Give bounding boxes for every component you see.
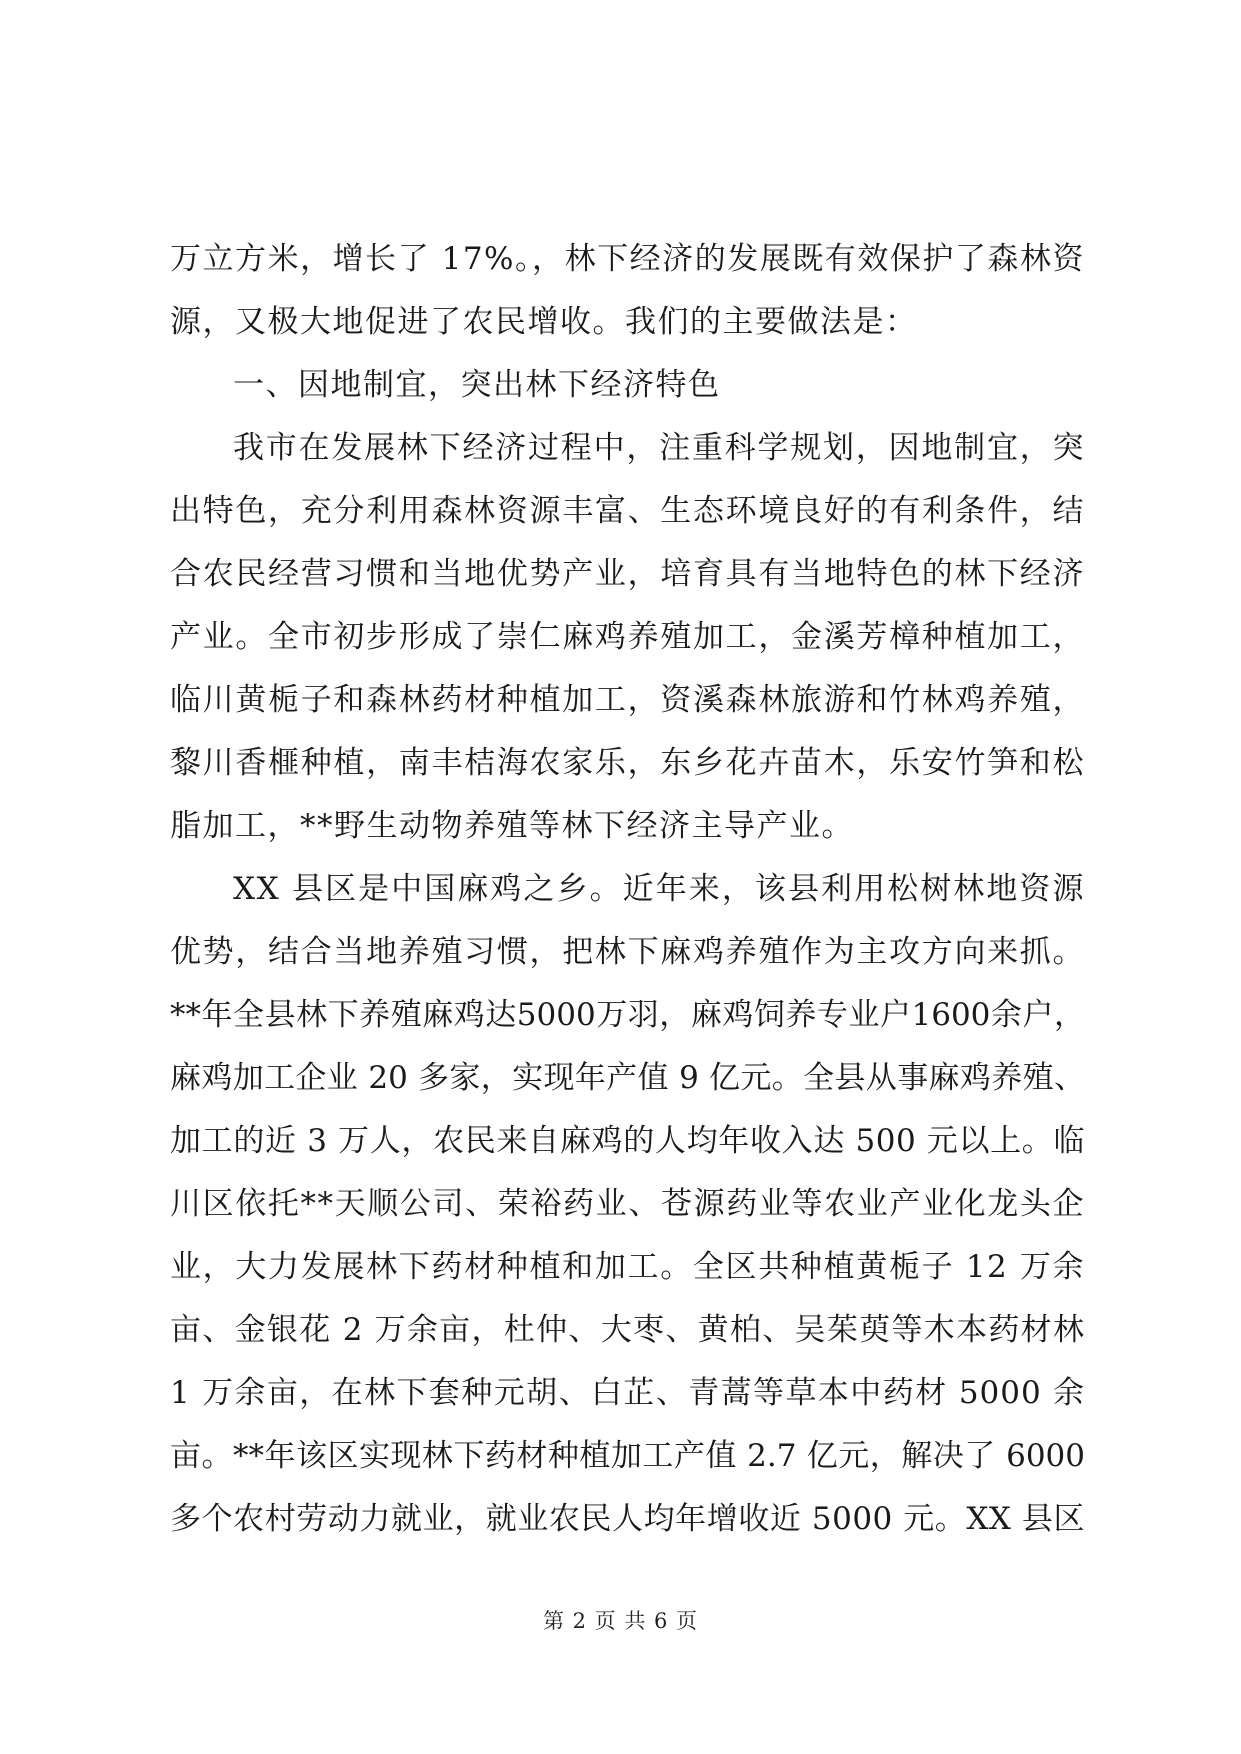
text-line: 亩、金银花 2 万余亩，杜仲、大枣、黄柏、吴茱萸等木本药材林 bbox=[170, 1312, 1085, 1348]
document-body bbox=[170, 228, 1085, 1551]
text-line: 多个农村劳动力就业，就业农民人均年增收近 5000 元。XX 县区 bbox=[170, 1501, 1085, 1537]
text-line: 加工的近 3 万人，农民来自麻鸡的人均年收入达 500 元以上。临 bbox=[170, 1123, 1085, 1159]
text-line: 黎川香榧种植，南丰桔海农家乐，东乡花卉苗木，乐安竹笋和松 bbox=[170, 745, 1085, 781]
text-line: 麻鸡加工企业 20 多家，实现年产值 9 亿元。全县从事麻鸡养殖、 bbox=[170, 1060, 1085, 1096]
text-line: 优势，结合当地养殖习惯，把林下麻鸡养殖作为主攻方向来抓。 bbox=[170, 934, 1085, 970]
text-line: 源，又极大地促进了农民增收。我们的主要做法是： bbox=[170, 304, 918, 340]
text-line: 出特色，充分利用森林资源丰富、生态环境良好的有利条件，结 bbox=[170, 493, 1085, 529]
text-line: 川区依托**天顺公司、荣裕药业、苍源药业等农业产业化龙头企 bbox=[170, 1186, 1085, 1222]
text-line: XX 县区是中国麻鸡之乡。近年来，该县利用松树林地资源 bbox=[233, 871, 1085, 907]
text-line: 1 万余亩，在林下套种元胡、白芷、青蒿等草本中药材 5000 余 bbox=[170, 1375, 1085, 1411]
text-line: **年全县林下养殖麻鸡达5000万羽，麻鸡饲养专业户1600余户， bbox=[170, 997, 1085, 1033]
text-line: 合农民经营习惯和当地优势产业，培育具有当地特色的林下经济 bbox=[170, 556, 1085, 592]
page-footer: 第 2 页 共 6 页 bbox=[542, 1609, 699, 1633]
text-line: 万立方米，增长了 17%。，林下经济的发展既有效保护了森林资 bbox=[170, 241, 1085, 277]
text-line: 临川黄栀子和森林药材种植加工，资溪森林旅游和竹林鸡养殖， bbox=[170, 682, 1085, 718]
text-line: 亩。**年该区实现林下药材种植加工产值 2.7 亿元，解决了 6000 bbox=[170, 1438, 1085, 1474]
text-line: 我市在发展林下经济过程中，注重科学规划，因地制宜，突 bbox=[233, 430, 1085, 466]
section-heading: 一、因地制宜，突出林下经济特色 bbox=[233, 367, 721, 403]
text-line: 业，大力发展林下药材种植和加工。全区共种植黄栀子 12 万余 bbox=[170, 1249, 1085, 1285]
text-line: 产业。全市初步形成了崇仁麻鸡养殖加工，金溪芳樟种植加工， bbox=[170, 619, 1085, 655]
text-line: 脂加工，**野生动物养殖等林下经济主导产业。 bbox=[170, 808, 854, 844]
